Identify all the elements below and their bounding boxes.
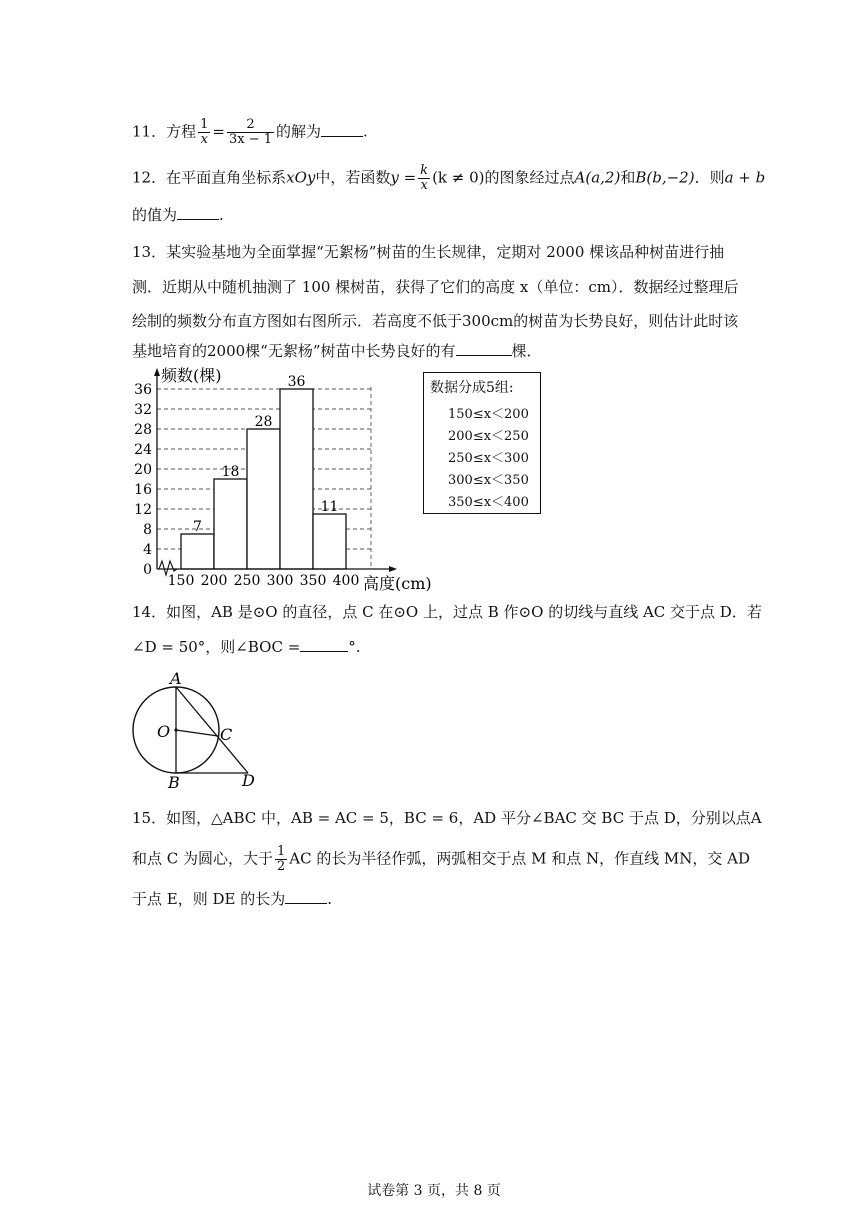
histogram-bar bbox=[247, 429, 280, 569]
bar-value-label: 7 bbox=[193, 519, 202, 535]
segment-oc bbox=[176, 730, 218, 736]
label-c: C bbox=[220, 725, 233, 744]
x-tick-label: 250 bbox=[233, 573, 261, 589]
bar-value-label: 11 bbox=[320, 499, 339, 515]
circle-tangent-figure bbox=[126, 670, 266, 790]
y-tick-label: 16 bbox=[134, 482, 152, 498]
y-axis-title: 频数(棵) bbox=[161, 366, 222, 385]
y-tick-label: 0 bbox=[143, 562, 152, 578]
label-b: B bbox=[168, 773, 180, 790]
label-d: D bbox=[242, 771, 255, 790]
question-13-line1: 13．某实验基地为全面掌握“无絮杨”树苗的生长规律，定期对 2000 棵该品种树苗进行抽 bbox=[132, 243, 725, 261]
question-11: 11．方程 $\frac{1}{x}$ = $\frac{2}{3x - 1}$ 的解为 . bbox=[132, 117, 368, 147]
center-point bbox=[174, 728, 177, 731]
x-tick-label: 350 bbox=[299, 573, 327, 589]
question-14-line1: 14．如图，AB 是⊙O 的直径，点 C 在⊙O 上，过点 B 作⊙O 的切线与直线 AC 交于点 D．若 bbox=[132, 603, 762, 621]
x-tick-label: 300 bbox=[266, 573, 294, 589]
q15-answer-blank[interactable] bbox=[285, 889, 327, 904]
legend-title: 数据分成5组: bbox=[430, 380, 514, 396]
q12-fraction: $\frac{k}{x}$ bbox=[420, 163, 429, 193]
q13-answer-blank[interactable] bbox=[456, 341, 512, 356]
legend-item: 150≤x＜200 bbox=[448, 407, 529, 422]
y-tick-label: 4 bbox=[143, 542, 152, 558]
bar-value-label: 36 bbox=[287, 374, 306, 390]
q15-fraction: $\frac{1}{2}$ bbox=[277, 844, 286, 874]
x-tick-label: 200 bbox=[200, 573, 228, 589]
x-axis-title: 高度(cm) bbox=[363, 574, 432, 591]
q14-answer-blank[interactable] bbox=[300, 637, 348, 652]
y-tick-label: 8 bbox=[143, 522, 152, 538]
histogram-bar bbox=[214, 479, 247, 569]
question-15-line3: 于点 E，则 DE 的长为 . bbox=[132, 890, 333, 908]
bar-value-label: 28 bbox=[254, 414, 273, 430]
line-ad bbox=[176, 687, 248, 773]
label-o: O bbox=[157, 722, 171, 741]
q11-pre: 方程 bbox=[166, 122, 197, 141]
legend-item: 250≤x＜300 bbox=[448, 451, 529, 466]
q11-post: 的解为 bbox=[276, 122, 322, 141]
q12-answer-blank[interactable] bbox=[177, 205, 219, 220]
question-14-line2: ∠D = 50°，则∠BOC = °. bbox=[132, 638, 361, 656]
y-tick-label: 24 bbox=[134, 442, 152, 458]
y-tick-label: 36 bbox=[134, 382, 152, 398]
histogram-bar bbox=[181, 534, 214, 569]
y-axis-arrow bbox=[154, 368, 160, 376]
x-axis-arrow bbox=[389, 566, 397, 572]
legend-item: 350≤x＜400 bbox=[448, 495, 529, 510]
y-tick-label: 32 bbox=[134, 402, 152, 418]
legend-item: 200≤x＜250 bbox=[448, 429, 529, 444]
question-13-line4: 基地培育的2000棵“无絮杨”树苗中长势良好的有 棵． bbox=[132, 342, 542, 360]
q11-answer-blank[interactable] bbox=[321, 122, 363, 137]
legend-item: 300≤x＜350 bbox=[448, 473, 529, 488]
question-13-line2: 测．近期从中随机抽测了 100 棵树苗，获得了它们的高度 x（单位：cm）．数据经过整理后 bbox=[132, 278, 739, 296]
q11-fraction-2: $\frac{2}{3x - 1}$ bbox=[228, 117, 272, 147]
question-12-line2: 的值为 . bbox=[132, 206, 224, 224]
page-footer: 试卷第 3 页，共 8 页 bbox=[367, 1183, 501, 1199]
histogram-bar bbox=[280, 389, 313, 569]
question-12: 12．在平面直角坐标系xOy中，若函数y = $\frac{k}{x}$ (k ≠ 0)的图象经过点A(a,2)和B(b,−2)．则a + b bbox=[132, 163, 766, 193]
chart-legend-box bbox=[423, 372, 541, 514]
histogram-bar bbox=[313, 514, 346, 569]
y-tick-label: 28 bbox=[134, 422, 152, 438]
label-a: A bbox=[170, 670, 182, 688]
question-15-line2: 和点 C 为圆心，大于 $\frac{1}{2}$ AC 的长为半径作弧，两弧相交于点 M 和点 N，作直线 MN，交 AD bbox=[132, 844, 751, 874]
x-tick-label: 150 bbox=[167, 573, 195, 589]
q11-number: 11． bbox=[132, 122, 167, 141]
y-tick-label: 12 bbox=[134, 502, 152, 518]
bar-value-label: 18 bbox=[221, 464, 240, 480]
question-13-line3: 绘制的频数分布直方图如右图所示．若高度不低于300cm的树苗为长势良好，则估计此时该 bbox=[132, 312, 739, 330]
y-tick-label: 20 bbox=[134, 462, 152, 478]
histogram-chart bbox=[124, 366, 434, 591]
q11-fraction-1: $\frac{1}{x}$ bbox=[200, 117, 209, 147]
question-15-line1: 15．如图，△ABC 中，AB = AC = 5，BC = 6，AD 平分∠BAC 交 BC 于点 D，分别以点A bbox=[132, 809, 762, 827]
x-tick-label: 400 bbox=[332, 573, 360, 589]
